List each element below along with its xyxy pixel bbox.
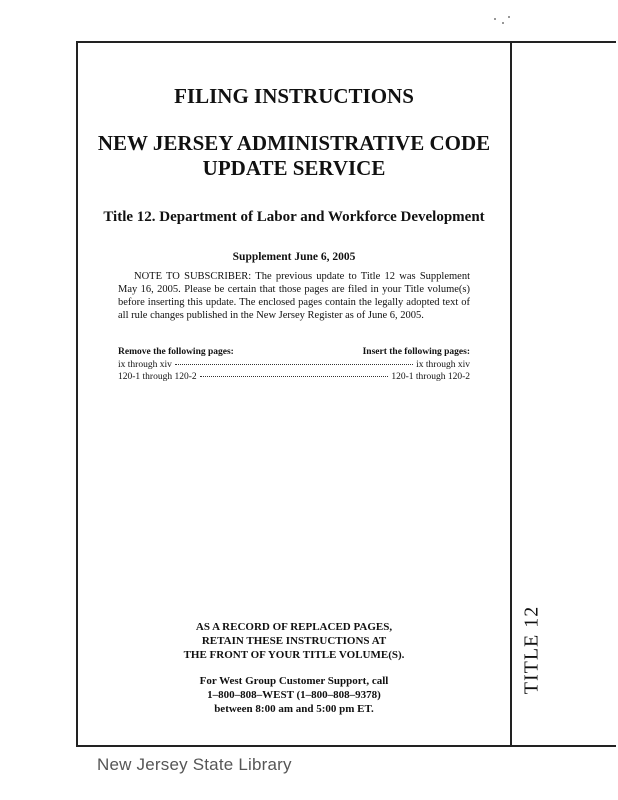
scan-speck	[494, 18, 496, 20]
document-title: FILING INSTRUCTIONS	[174, 84, 414, 108]
insert-pages-value: 120-1 through 120-2	[391, 372, 470, 382]
insert-pages-value: ix through xiv	[416, 360, 470, 370]
support-notice-line: between 8:00 am and 5:00 pm ET.	[214, 703, 374, 715]
scan-speck	[502, 22, 504, 24]
record-notice	[78, 620, 510, 662]
dot-leader	[200, 376, 389, 377]
supplement-date: Supplement June 6, 2005	[232, 251, 356, 263]
record-notice-line: THE FRONT OF YOUR TITLE VOLUME(S).	[183, 649, 405, 661]
support-notice-line: 1–800–808–WEST (1–800–808–9378)	[207, 689, 381, 701]
pages-table	[118, 347, 470, 383]
code-title-line-1: NEW JERSEY ADMINISTRATIVE CODE	[97, 131, 491, 155]
record-notice-line: RETAIN THESE INSTRUCTIONS AT	[201, 635, 387, 647]
table-row	[118, 359, 470, 371]
table-row	[118, 371, 470, 383]
library-stamp: New Jersey State Library	[97, 755, 292, 774]
dot-leader	[175, 364, 413, 365]
scan-speck	[508, 16, 510, 18]
remove-pages-value: ix through xiv	[118, 360, 172, 370]
subscriber-note: NOTE TO SUBSCRIBER: The previous update to Title 12 was Supplement May 16, 2005. Please be certain that those pages are filed in your Title volume(s) before inserting this update. The enclosed pages contain the legally adopted text of all rule changes published in the New Jersey Register as of June 6, 2005.	[118, 271, 470, 321]
record-notice-line: AS A RECORD OF REPLACED PAGES,	[195, 621, 393, 633]
side-tab	[512, 560, 552, 740]
remove-pages-value: 120-1 through 120-2	[118, 372, 197, 382]
bottom-rule	[76, 745, 616, 747]
code-title	[78, 131, 510, 181]
code-title-line-2: UPDATE SERVICE	[202, 156, 386, 180]
pages-table-header	[118, 347, 470, 357]
remove-header: Remove the following pages:	[118, 347, 234, 357]
support-notice-line: For West Group Customer Support, call	[199, 675, 389, 687]
title-heading: Title 12. Department of Labor and Workforce Development	[103, 209, 485, 225]
side-tab-label: TITLE 12	[520, 605, 543, 695]
support-notice	[78, 674, 510, 716]
insert-header: Insert the following pages:	[362, 347, 470, 357]
